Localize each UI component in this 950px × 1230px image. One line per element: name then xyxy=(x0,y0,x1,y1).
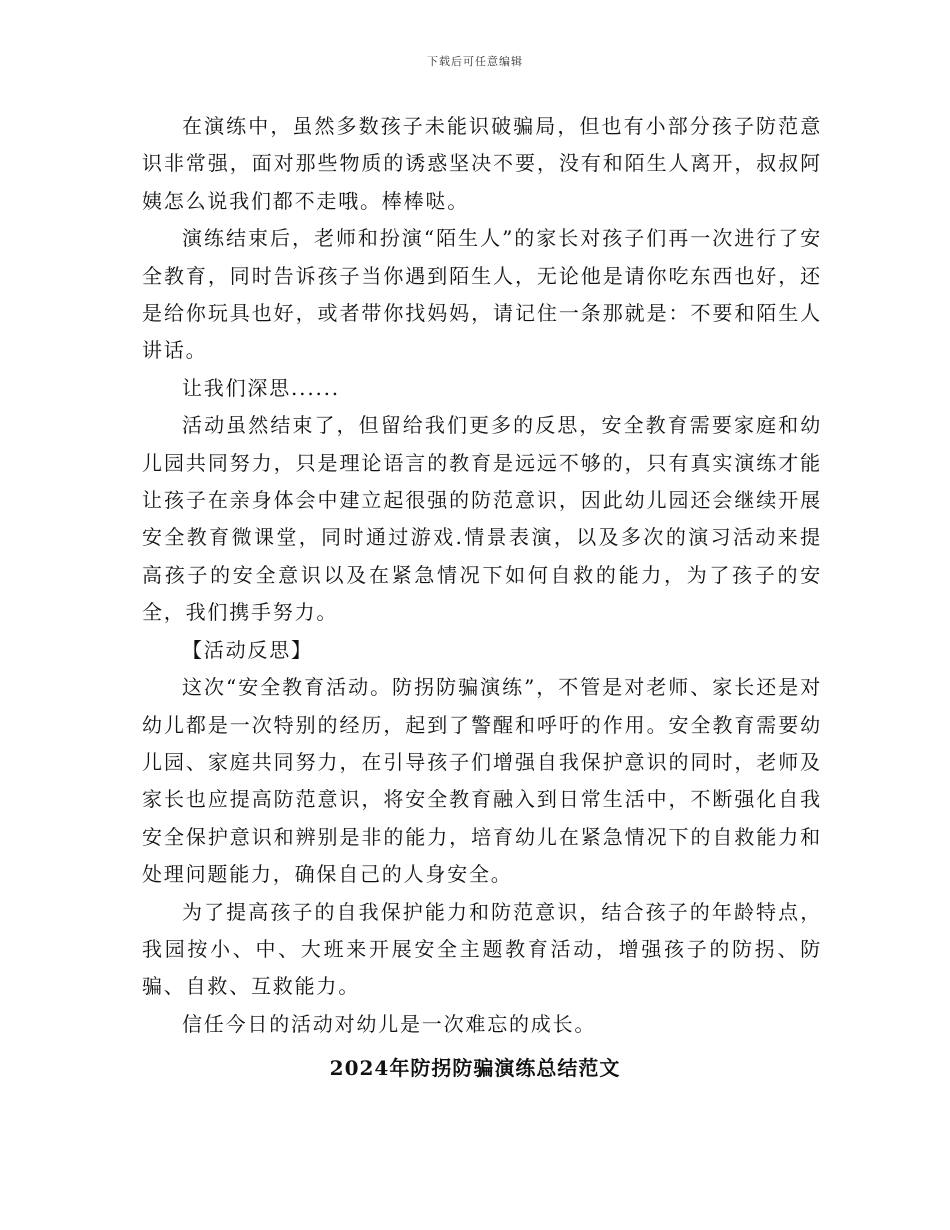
paragraph-drill-observation: 在演练中，虽然多数孩子未能识破骗局，但也有小部分孩子防范意识非常强，面对那些物质的诱惑坚决不要，没有和陌生人离开，叔叔阿姨怎么说我们都不走哦。棒棒哒。 xyxy=(142,114,822,213)
paragraph-reflection-intro: 让我们深思...... xyxy=(182,375,340,400)
document-body xyxy=(142,108,822,1043)
paragraph-class-activities: 为了提高孩子的自我保护能力和防范意识，结合孩子的年龄特点，我园按小、中、大班来开展安全主题教育活动，增强孩子的防拐、防骗、自救、互救能力。 xyxy=(142,899,822,999)
section-heading: 2024年防拐防骗演练总结范文 xyxy=(329,1056,621,1080)
paragraph-post-drill-education: 演练结束后，老师和扮演“陌生人”的家长对孩子们再一次进行了安全教育，同时告诉孩子当你遇到陌生人，无论他是请你吃东西也好，还是给你玩具也好，或者带你找妈妈，请记住一条那就是：不要和陌生人讲话。 xyxy=(142,226,822,363)
page-header: 下载后可任意编辑 xyxy=(427,55,523,68)
paragraph-closing: 信任今日的活动对幼儿是一次难忘的成长。 xyxy=(182,1011,597,1036)
paragraph-reflection-body: 这次“安全教育活动。防拐防骗演练”，不管是对老师、家长还是对幼儿都是一次特别的经历，起到了警醒和呼吁的作用。安全教育需要幼儿园、家庭共同努力，在引导孩子们增强自我保护意识的同时，老师及家长也应提高防范意识，将安全教育融入到日常生活中，不断强化自我安全保护意识和辨别是非的能力，培育幼儿在紧急情况下的自救能力和处理问题能力，确保自己的人身安全。 xyxy=(142,675,822,887)
section-label-reflection: 【活动反思】 xyxy=(182,637,313,662)
paragraph-activity-summary: 活动虽然结束了，但留给我们更多的反思，安全教育需要家庭和幼儿园共同努力，只是理论语言的教育是远远不够的，只有真实演练才能让孩子在亲身体会中建立起很强的防范意识，因此幼儿园还会继续开展安全教育微课堂，同时通过游戏.情景表演，以及多次的演习活动来提高孩子的安全意识以及在紧急情况下如何自救的能力，为了孩子的安全，我们携手努力。 xyxy=(142,413,822,625)
